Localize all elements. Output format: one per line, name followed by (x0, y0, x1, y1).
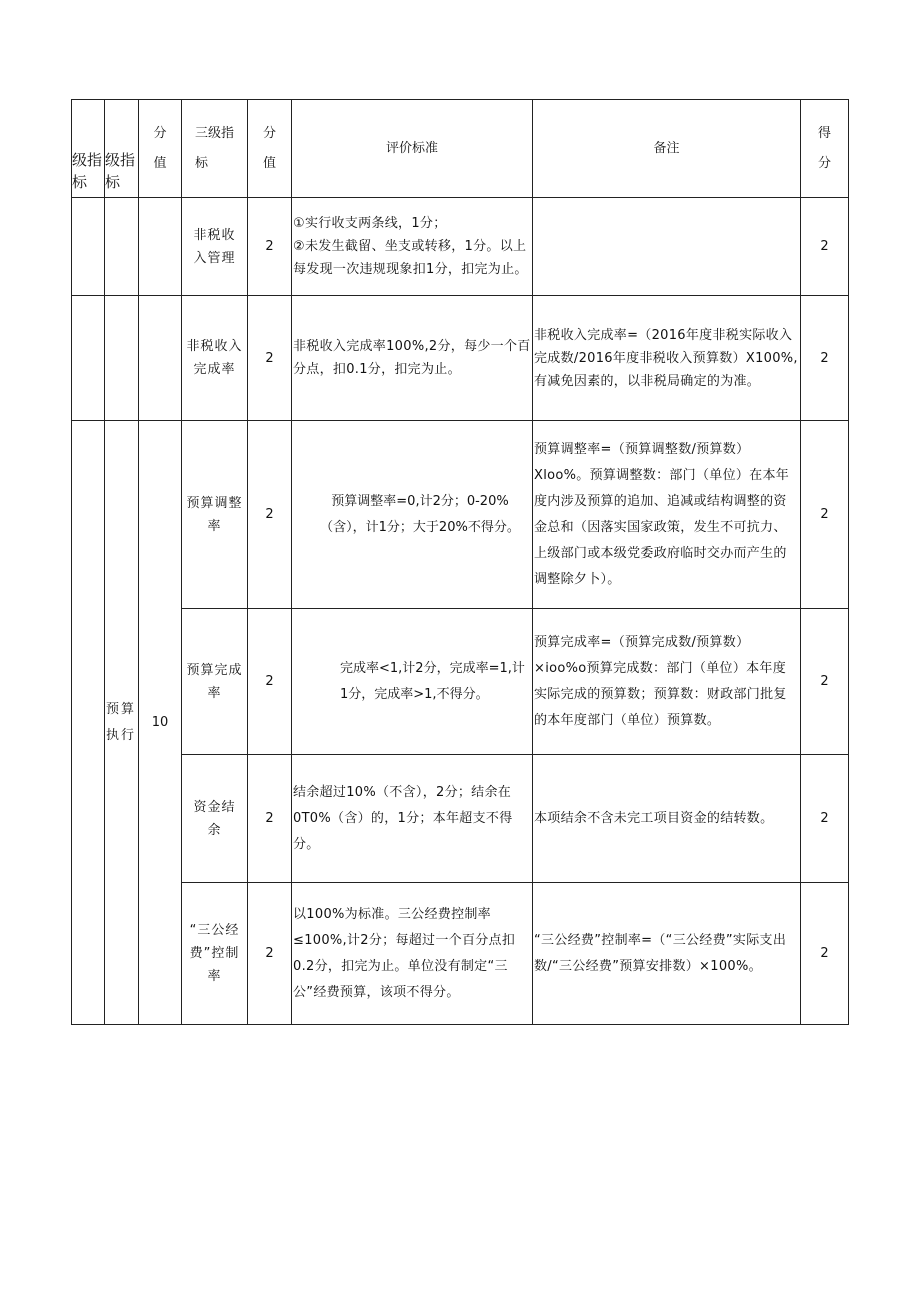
criteria-cell (292, 609, 533, 755)
level2-cell (105, 296, 139, 421)
header-obtained-label: 得 分 (817, 125, 831, 171)
criteria-cell: 以100%为标准。三公经费控制率≤100%,计2分；每超过一个百分点扣0.2分，扣完为止。单位没有制定“三公”经费预算，该项不得分。 (292, 883, 533, 1025)
remark-cell (533, 198, 801, 296)
table-row (72, 883, 849, 1025)
remark-cell: “三公经费”控制率=（“三公经费”实际支出数/“三公经费”预算安排数）×100%。 (533, 883, 801, 1025)
indicator-cell: 预算完成 率 (182, 609, 248, 755)
criteria-cell (292, 421, 533, 609)
table-row (72, 296, 849, 421)
remark-cell: 预算完成率=（预算完成数/预算数）×ioo%o预算完成数：部门（单位）本年度实际完成的预算数；预算数：财政部门批复的本年度部门（单位）预算数。 (533, 609, 801, 755)
indicator-cell: “三公经 费”控制 率 (182, 883, 248, 1025)
header-remark: 备注 (533, 100, 801, 198)
header-level2-label: 级指 标 (105, 151, 136, 191)
header-level2 (105, 100, 139, 198)
header-level1 (72, 100, 105, 198)
criteria-cell: 非税收入完成率100%,2分，每少一个百分点，扣0.1分，扣完为止。 (292, 296, 533, 421)
table-row (72, 421, 849, 609)
criteria-text: 完成率<1,计2分，完成率=1,计1分，完成率>1,不得分。 (340, 660, 525, 702)
group-score-cell: 10 (139, 421, 182, 1025)
criteria-text: 预算调整率=0,计2分；0-20%（含），计1分；大于20%不得分。 (320, 493, 520, 535)
header-level3 (182, 100, 248, 198)
indicator-cell: 非税收入 完成率 (182, 296, 248, 421)
criteria-cell: 结余超过10%（不含），2分；结余在0T0%（含）的，1分；本年超支不得分。 (292, 755, 533, 883)
header-obtained (801, 100, 849, 198)
score1-cell (139, 198, 182, 296)
table-row (72, 755, 849, 883)
remark-cell: 本项结余不含未完工项目资金的结转数。 (533, 755, 801, 883)
header-score3-label: 分 值 (262, 125, 276, 171)
level1-cell (72, 421, 105, 1025)
header-row (72, 100, 849, 198)
group-name-cell (105, 421, 139, 1025)
obtained-cell: 2 (801, 609, 849, 755)
table-row (72, 609, 849, 755)
header-criteria: 评价标准 (292, 100, 533, 198)
header-level3-label: 三级指 标 (194, 125, 234, 171)
indicator-cell: 非税收 入管理 (182, 198, 248, 296)
score-cell: 2 (248, 421, 292, 609)
score-cell: 2 (248, 296, 292, 421)
level2-cell (105, 198, 139, 296)
remark-cell: 非税收入完成率=（2016年度非税实际收入完成数/2016年度非税收入预算数）X100%,有减免因素的，以非税局确定的为准。 (533, 296, 801, 421)
level1-cell (72, 198, 105, 296)
remark-cell: 预算调整率=（预算调整数/预算数）Xloo%。预算调整数：部门（单位）在本年度内涉及预算的追加、追减或结构调整的资金总和（因落实国家政策，发生不可抗力、上级部门或本级党委政府临时交办而产生的调整除夕卜）。 (533, 421, 801, 609)
level1-cell (72, 296, 105, 421)
group-name: 预算 执行 (106, 701, 137, 743)
score-cell: 2 (248, 883, 292, 1025)
obtained-cell: 2 (801, 421, 849, 609)
obtained-cell: 2 (801, 755, 849, 883)
indicator-cell: 预算调整 率 (182, 421, 248, 609)
indicator-cell: 资金结 余 (182, 755, 248, 883)
obtained-cell: 2 (801, 883, 849, 1025)
score1-cell (139, 296, 182, 421)
header-score1-label: 分 值 (153, 125, 167, 171)
evaluation-table (71, 99, 849, 1025)
score-cell: 2 (248, 198, 292, 296)
header-level1-label: 级指 标 (72, 151, 103, 191)
score-cell: 2 (248, 755, 292, 883)
obtained-cell: 2 (801, 198, 849, 296)
table-row (72, 198, 849, 296)
score-cell: 2 (248, 609, 292, 755)
obtained-cell: 2 (801, 296, 849, 421)
criteria-cell: ①实行收支两条线，1分； ②未发生截留、坐支或转移，1分。以上每发现一次违规现象扣1分，扣完为止。 (292, 198, 533, 296)
header-score3 (248, 100, 292, 198)
header-score1 (139, 100, 182, 198)
